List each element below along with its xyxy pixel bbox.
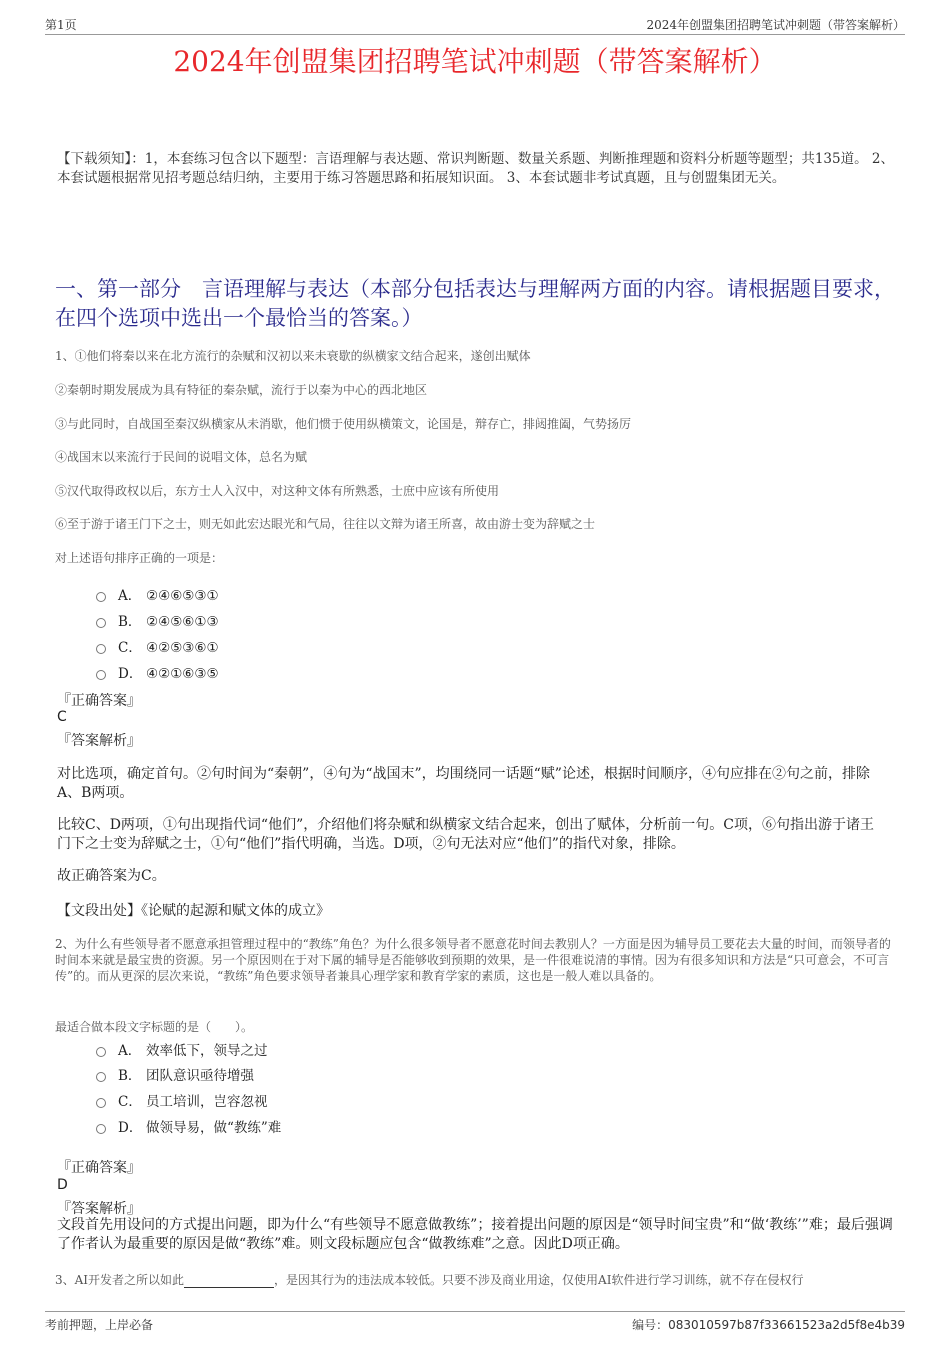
q1-option-c[interactable]: C． ④②⑤③⑥① [96,636,219,656]
footer-code-area [632,1316,905,1333]
page-footer [45,1311,905,1342]
q2-stem: 2、为什么有些领导者不愿意承担管理过程中的“教练”角色？为什么很多领导者不愿意花时间去教别人？一方面是因为辅导员工要花去大量的时间，而领导者的时间本来就是最宝贵的资源。另一个原因则在于对下属的辅导是否能够收到预期的效果，是一件很难说清的事情。因为有很多知识和方法是“只可意会，不可言传”的。而从更深的层次来说，“教练”角色要求领导者兼具心理学家和教育学家的素质，这也是一般人难以具备的。 [55,937,891,983]
radio-icon[interactable] [96,1098,106,1108]
footer-slogan: 考前押题，上岸必备 [45,1318,154,1332]
q2-answer-label: 『正确答案』 [57,1160,141,1176]
radio-icon[interactable] [96,670,106,680]
q1-line-6: ⑥至于游于诸王门下之士，则无如此宏达眼光和气局，往往以文辩为诸王所喜，故由游士变为辞赋之士 [55,517,596,531]
q1-line-4: ④战国末以来流行于民间的说唱文体，总名为赋 [55,450,308,464]
q1-analysis-1: 对比选项，确定首句。②句时间为“秦朝”，④句为“战国末”，均围绕同一话题“赋”论述，根据时间顺序，④句应排在②句之前，排除A、B两项。 [57,766,870,801]
q1-option-b[interactable]: B． ②④⑤⑥①③ [96,610,219,630]
download-notice: 【下载须知】：1，本套练习包含以下题型：言语理解与表达题、常识判断题、数量关系题、判断推理题和资料分析题等题型；共135道。 2、本套试题根据常见招考题总结归纳，主要用于练习答题思路和拓展知识面。 3、本套试题非考试真题，且与创盟集团无关。 [57,151,894,186]
q1-option-a[interactable]: A． ②④⑥⑤③① [96,584,219,604]
q2-option-b[interactable]: B． 团队意识亟待增强 [96,1064,254,1084]
q2-analysis-label: 『答案解析』 [57,1201,141,1217]
footer-code: 083010597b87f33661523a2d5f8e4b39 [668,1318,905,1332]
q1-line-3: ③与此同时，自战国至秦汉纵横家从未消歇，他们惯于使用纵横策文，论国是，辩存亡，排闼推阖，气势扬厉 [55,417,632,431]
radio-icon[interactable] [96,1072,106,1082]
q2-option-d[interactable]: D． 做领导易，做“教练”难 [96,1116,281,1136]
q2-option-a[interactable]: A． 效率低下，领导之过 [96,1039,268,1059]
q1-option-d[interactable]: D． ④②①⑥③⑤ [96,662,219,682]
q1-analysis-label: 『答案解析』 [57,733,141,749]
q1-answer: C [57,709,67,725]
q1-analysis-3: 故正确答案为C。 [57,868,166,884]
q1-line-1: 1、①他们将秦以来在北方流行的杂赋和汉初以来未衰歇的纵横家文结合起来，遂创出赋体 [55,349,531,363]
q2-prompt: 最适合做本段文字标题的是（ ）。 [55,1020,254,1034]
q1-prompt: 对上述语句排序正确的一项是： [55,551,224,565]
q2-answer: D [57,1177,68,1193]
page-header [45,14,905,35]
q2-analysis: 文段首先用设问的方式提出问题，即为什么“有些领导不愿意做教练”；接着提出问题的原因是“领导时间宝贵”和“做‘教练’”难；最后强调了作者认为最重要的原因是做“教练”难。则文段标题应包含“做教练难”之意。因此D项正确。 [57,1217,893,1252]
radio-icon[interactable] [96,1047,106,1057]
radio-icon[interactable] [96,618,106,628]
running-title: 2024年创盟集团招聘笔试冲刺题（带答案解析） [646,18,905,32]
radio-icon[interactable] [96,592,106,602]
q1-analysis-2: 比较C、D两项，①句出现指代词“他们”，介绍他们将杂赋和纵横家文结合起来，创出了赋体，分析前一句。C项，⑥句指出游于诸王门下之士变为辞赋之士，①句“他们”指代明确，当选。D项，②句无法对应“他们”的指代对象，排除。 [57,817,874,852]
document-title: 2024年创盟集团招聘笔试冲刺题（带答案解析） [173,45,777,78]
q1-source: 【文段出处】《论赋的起源和赋文体的成立》 [57,903,330,919]
page-number: 第1页 [45,18,77,32]
question-3 [55,1271,905,1288]
radio-icon[interactable] [96,644,106,654]
q1-answer-label: 『正确答案』 [57,693,141,709]
q3-blank [184,1275,274,1288]
footer-code-label: 编号： [632,1318,669,1332]
q3-text-after: ，是因其行为的违法成本较低。只要不涉及商业用途，仅使用AI软件进行学习训练，就不存在侵权行 [274,1273,804,1287]
radio-icon[interactable] [96,1124,106,1134]
q2-option-c[interactable]: C． 员工培训，岂容忽视 [96,1090,268,1110]
q3-text-before: 3、AI开发者之所以如此 [55,1273,185,1287]
section-heading: 一、第一部分 言语理解与表达（本部分包括表达与理解两方面的内容。请根据题目要求，在四个选项中选出一个最恰当的答案。） [55,277,895,330]
q1-line-5: ⑤汉代取得政权以后，东方士人入汉中，对这种文体有所熟悉，士庶中应该有所使用 [55,484,500,498]
q1-line-2: ②秦朝时期发展成为具有特征的秦杂赋，流行于以秦为中心的西北地区 [55,383,428,397]
